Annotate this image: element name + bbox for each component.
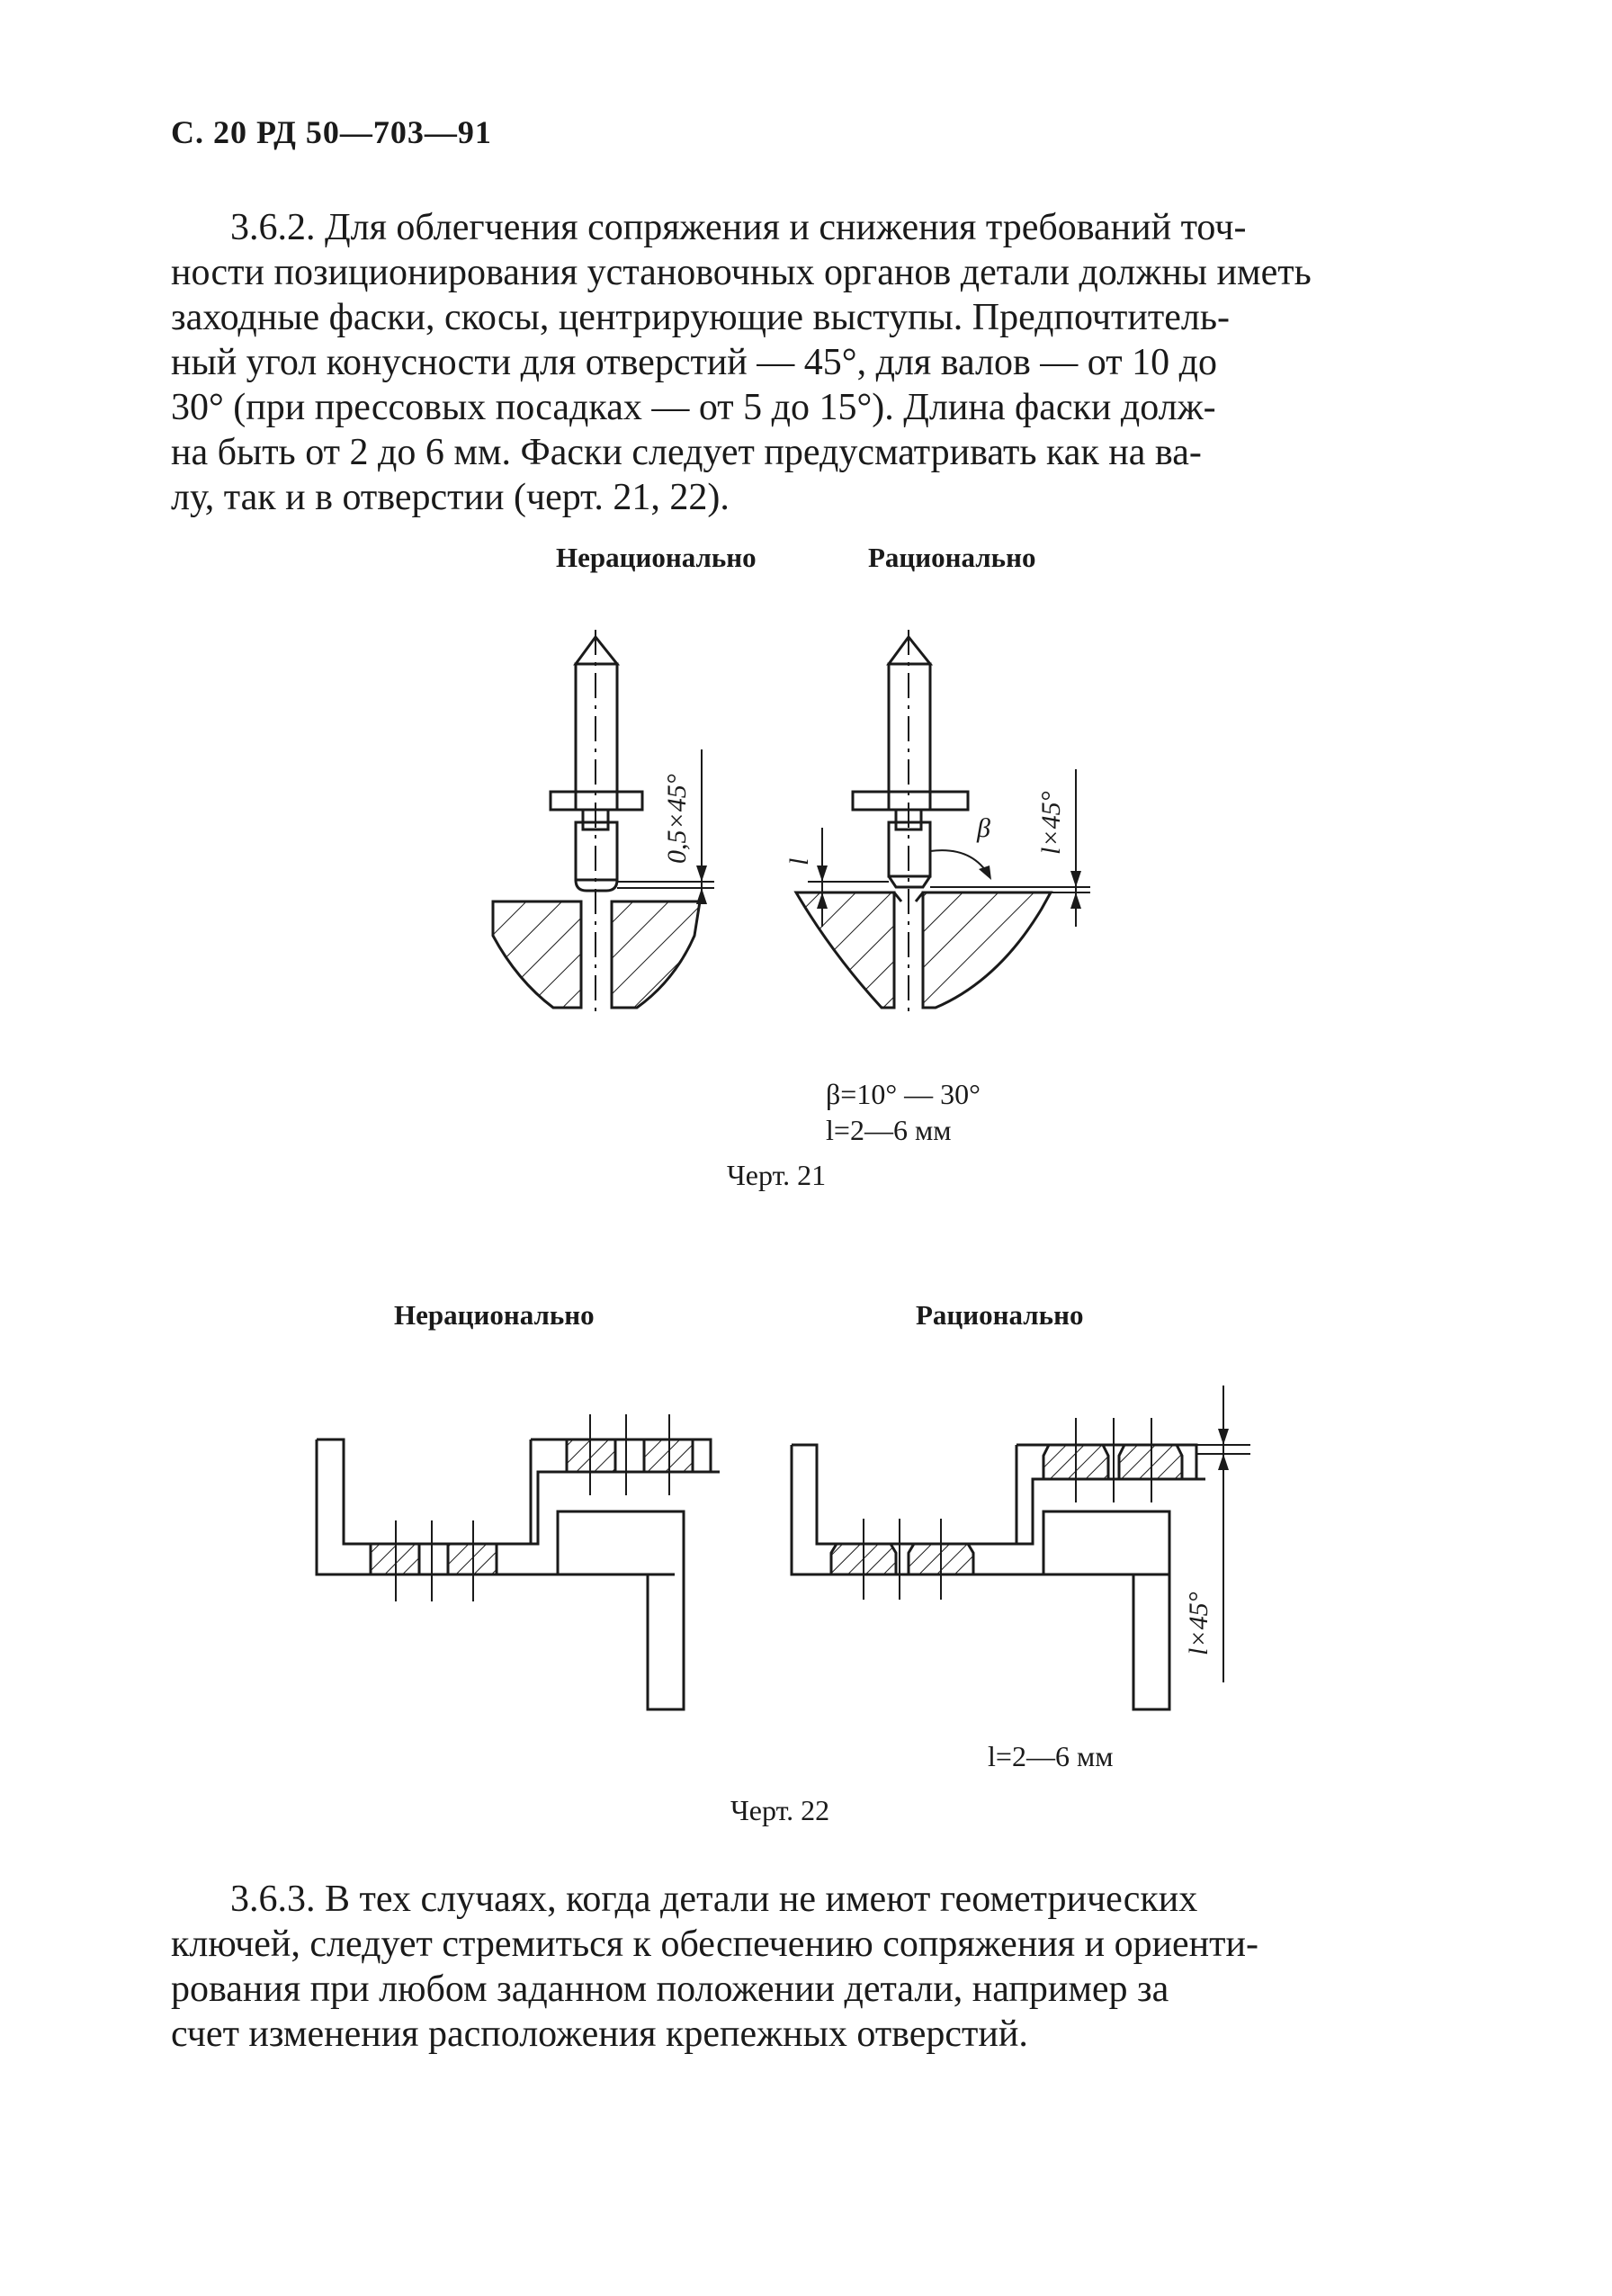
paragraph-line: ключей, следует стремиться к обеспечению сопряжения и ориенти-	[171, 1924, 1258, 1965]
paragraph-3-6-2	[171, 205, 1430, 520]
fig21-beta-label: β	[977, 813, 990, 843]
fig21-left-dimension	[617, 749, 714, 904]
fig21-label-rational: Рационально	[868, 542, 1036, 573]
fig21-right-base	[796, 892, 1051, 1008]
fig21-formula-l: l=2—6 мм	[826, 1114, 952, 1146]
paragraph-line: ный угол конусности для отверстий — 45°, для валов — от 10 до	[171, 342, 1217, 383]
fig22-formula-l: l=2—6 мм	[988, 1740, 1114, 1772]
figure-22-drawing	[306, 1386, 1259, 1718]
fig22-caption: Черт. 22	[730, 1794, 830, 1826]
fig21-formula-beta: β=10° — 30°	[826, 1078, 981, 1110]
paragraph-line: счет изменения расположения крепежных отверстий.	[171, 2013, 1028, 2055]
fig22-label-rational: Рационально	[916, 1299, 1084, 1331]
paragraph-line: на быть от 2 до 6 мм. Фаски следует предусматривать как на ва-	[171, 432, 1202, 473]
fig21-label-irrational: Нерационально	[556, 542, 757, 573]
fig22-left-assembly	[317, 1414, 720, 1709]
figure-21-drawing	[486, 621, 1115, 1062]
paragraph-3-6-3	[171, 1877, 1430, 2057]
fig21-dim-l-label: l	[784, 857, 814, 865]
fig22-label-irrational: Нерационально	[394, 1299, 595, 1331]
paragraph-line: рования при любом заданном положении детали, например за	[171, 1969, 1169, 2010]
paragraph-line: 30° (при прессовых посадках — от 5 до 15°). Длина фаски долж-	[171, 387, 1216, 428]
page-header: С. 20 РД 50—703—91	[171, 114, 492, 150]
fig21-caption: Черт. 21	[727, 1159, 827, 1191]
fig21-dim-good-label: l×45°	[1036, 791, 1066, 855]
fig21-dim-bad-label: 0,5×45°	[662, 774, 692, 864]
paragraph-line: ности позиционирования установочных органов детали должны иметь	[171, 252, 1312, 293]
paragraph-line: 3.6.3. В тех случаях, когда детали не имеют геометрических	[230, 1879, 1198, 1920]
paragraph-line: 3.6.2. Для облегчения сопряжения и снижения требований точ-	[230, 207, 1247, 248]
paragraph-line: лу, так и в отверстии (черт. 21, 22).	[171, 477, 730, 518]
paragraph-line: заходные фаски, скосы, центрирующие выступы. Предпочтитель-	[171, 297, 1230, 338]
fig22-right-assembly	[792, 1386, 1250, 1709]
fig22-dim-good-label: l×45°	[1184, 1592, 1213, 1655]
